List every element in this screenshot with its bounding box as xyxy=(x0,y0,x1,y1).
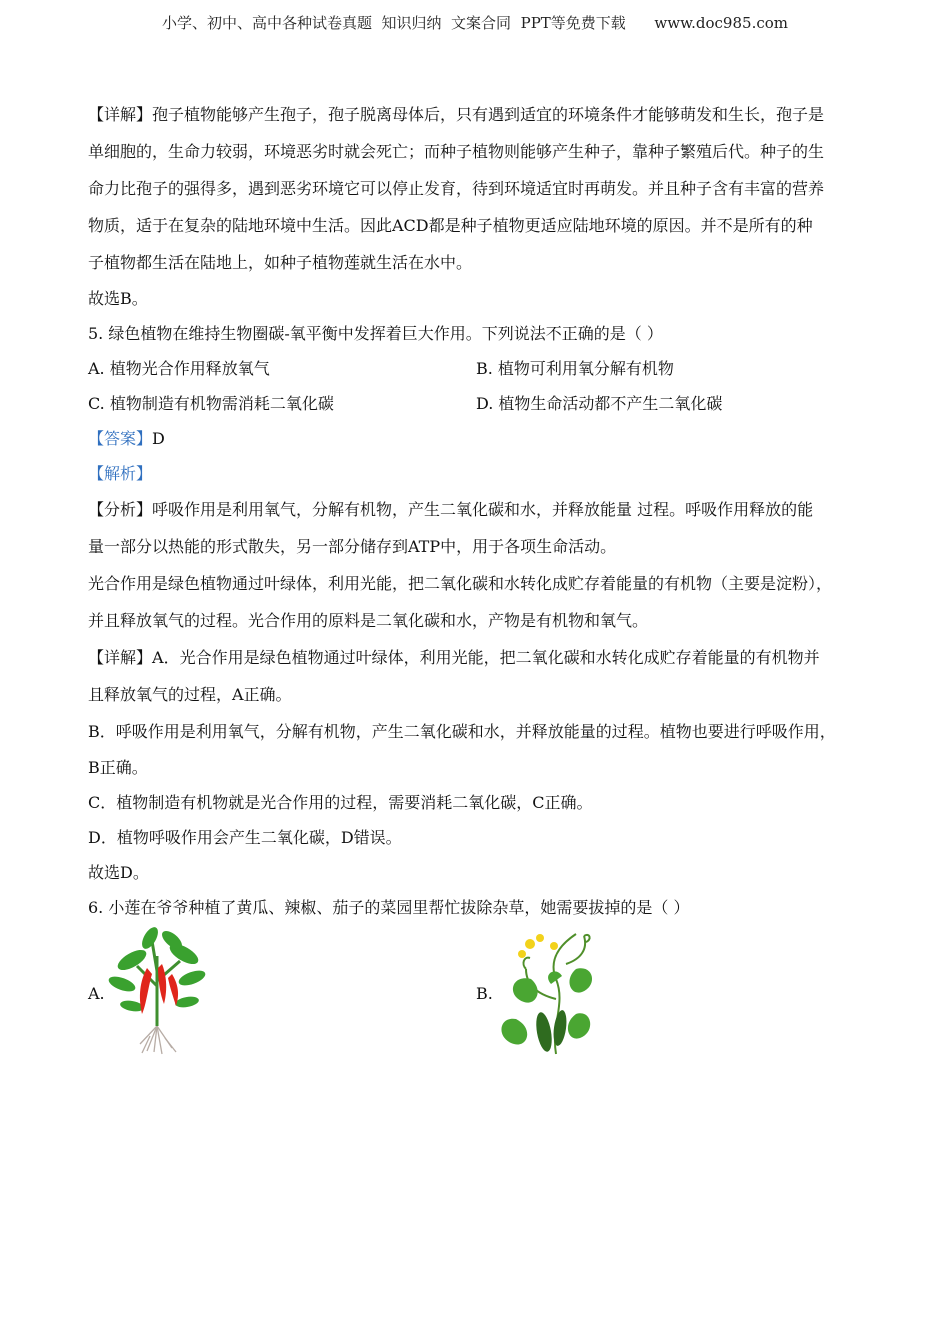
q4-detail-line-1 xyxy=(88,96,868,133)
cucumber-plant-image xyxy=(496,924,601,1059)
q4-detail-line-2: 单细胞的，生命力较弱，环境恶劣时就会死亡；而种子植物则能够产生种子，靠种子繁殖后代。种子的生 xyxy=(88,142,825,161)
q5-detail-line-2: 且释放氧气的过程，A正确。 xyxy=(88,685,292,704)
answer-tag: 【答案】 xyxy=(88,429,153,448)
q5-fenxi-line-4: 并且释放氧气的过程。光合作用的原料是二氧化碳和水，产物是有机物和氧气。 xyxy=(88,611,649,630)
q4-detail-line-4: 物质，适于在复杂的陆地环境中生活。因此ACD都是种子植物更适应陆地环境的原因。并不是所有的种 xyxy=(88,216,813,235)
q5-detail-line-1 xyxy=(88,639,868,676)
q5-answer xyxy=(88,421,868,456)
q5-fenxi-line-2: 量一部分以热能的形式散失，另一部分储存到ATP中，用于各项生命活动。 xyxy=(88,537,617,556)
fenxi-tag: 【分析】 xyxy=(88,500,153,519)
q5-fenxi-line-1 xyxy=(88,491,868,528)
fenxi-text: 呼吸作用是利用氧气，分解有机物，产生二氧化碳和水，并释放能量 过程。呼吸作用释放的能 xyxy=(152,500,814,519)
q5-conclusion: 故选D。 xyxy=(88,863,149,882)
q4-conclusion: 故选B。 xyxy=(88,289,148,308)
chili-pepper-plant-image xyxy=(102,926,212,1056)
q5-analysis-tag: 【解析】 xyxy=(88,464,153,483)
q4-detail-line-5: 子植物都生活在陆地上，如种子植物莲就生活在水中。 xyxy=(88,253,473,272)
q6-stem: 6. 小莲在爷爷种植了黄瓜、辣椒、茄子的菜园里帮忙拔除杂草，她需要拔掉的是（ ） xyxy=(88,898,690,917)
q5-stem: 5. 绿色植物在维持生物圈碳-氧平衡中发挥着巨大作用。下列说法不正确的是（ ） xyxy=(88,324,663,343)
q6-option-b-label: B. xyxy=(476,984,493,1003)
q5-option-c: C. 植物制造有机物需消耗二氧化碳 xyxy=(88,394,334,413)
q5-detail-line-4: B正确。 xyxy=(88,758,148,777)
detail-tag: 【详解】 xyxy=(88,648,153,667)
q6-option-a-label: A. xyxy=(88,984,105,1003)
q5-option-a: A. 植物光合作用释放氧气 xyxy=(88,359,270,378)
q5-option-d: D. 植物生命活动都不产生二氧化碳 xyxy=(476,394,723,413)
q6-option-a xyxy=(88,924,468,1064)
q6-option-b xyxy=(476,924,856,1064)
document-body xyxy=(88,96,868,925)
q5-options-row-1 xyxy=(88,351,868,386)
q4-detail-text: 孢子植物能够产生孢子，孢子脱离母体后，只有遇到适宜的环境条件才能够萌发和生长，孢子是 xyxy=(152,105,825,124)
q5-fenxi-line-3: 光合作用是绿色植物通过叶绿体，利用光能，把二氧化碳和水转化成贮存着能量的有机物（主要是淀粉）， xyxy=(88,574,833,593)
q5-detail-line-3: B．呼吸作用是利用氧气，分解有机物，产生二氧化碳和水，并释放能量的过程。植物也要进行呼吸作用， xyxy=(88,722,836,741)
answer-value: D xyxy=(152,429,165,448)
q5-options-row-2 xyxy=(88,386,868,421)
q6-image-options xyxy=(88,924,868,1064)
q4-detail-line-3: 命力比孢子的强得多，遇到恶劣环境它可以停止发育，待到环境适宜时再萌发。并且种子含有丰富的营养 xyxy=(88,179,825,198)
detail-tag: 【详解】 xyxy=(88,105,153,124)
detail-text: A．光合作用是绿色植物通过叶绿体，利用光能，把二氧化碳和水转化成贮存着能量的有机物并 xyxy=(152,648,820,667)
q5-detail-line-5: C．植物制造有机物就是光合作用的过程，需要消耗二氧化碳，C正确。 xyxy=(88,793,593,812)
page-header: 小学、初中、高中各种试卷真题 知识归纳 文案合同 PPT等免费下载 www.doc985.com xyxy=(161,14,788,32)
q5-option-b: B. 植物可利用氧分解有机物 xyxy=(476,359,674,378)
q5-detail-line-6: D．植物呼吸作用会产生二氧化碳，D错误。 xyxy=(88,828,402,847)
